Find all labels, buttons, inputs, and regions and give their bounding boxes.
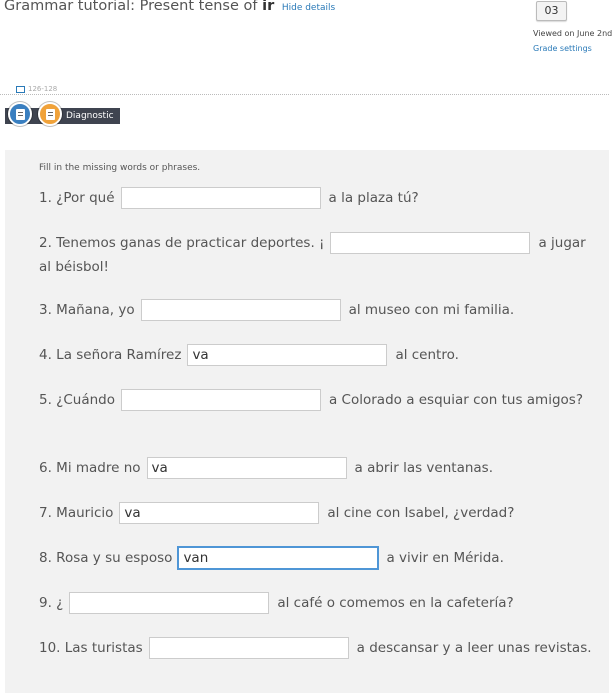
divider — [0, 94, 609, 95]
answer-input-5[interactable] — [121, 389, 321, 411]
diagnostic-tab-label[interactable]: Diagnostic — [66, 111, 114, 121]
question-text-before: 3. Mañana, yo — [39, 302, 135, 318]
document-icon — [16, 109, 25, 120]
question-text-after: a abrir las ventanas. — [354, 460, 493, 476]
question-text-before: 8. Rosa y su esposo — [39, 550, 173, 566]
book-icon — [16, 86, 25, 93]
grade-settings-link[interactable]: Grade settings — [533, 44, 592, 53]
due-time — [572, 0, 605, 1]
page-title — [4, 0, 335, 14]
question-text-before: 4. La señora Ramírez — [39, 347, 182, 363]
hide-details-link[interactable]: Hide details — [281, 3, 336, 13]
question-4 — [39, 343, 599, 367]
diagnostic-activity-button[interactable] — [38, 102, 62, 126]
question-text-after: al café o comemos en la cafetería? — [277, 595, 514, 611]
question-7 — [39, 501, 599, 525]
tutorial-activity-button[interactable] — [8, 102, 32, 126]
instructions: Fill in the missing words or phrases. — [39, 163, 201, 173]
question-text-before: 5. ¿Cuándo — [39, 392, 115, 408]
question-10 — [39, 636, 599, 660]
question-8 — [39, 546, 599, 570]
document-icon — [46, 109, 55, 120]
question-2 — [39, 231, 599, 279]
answer-input-7[interactable]: va — [119, 502, 319, 524]
calendar-date-badge: 03 — [536, 1, 567, 21]
answer-input-6[interactable]: va — [147, 457, 347, 479]
question-text-before: 10. Las turistas — [39, 640, 143, 656]
question-9 — [39, 591, 599, 615]
question-text-after: a Colorado a esquiar con tus amigos? — [328, 392, 583, 408]
page-reference[interactable] — [16, 85, 57, 93]
answer-input-10[interactable] — [149, 637, 349, 659]
question-text-after: al cine con Isabel, ¿verdad? — [327, 505, 515, 521]
question-text-before: 9. ¿ — [39, 595, 64, 611]
question-text-after: a jugar al béisbol! — [39, 235, 586, 275]
question-text-after: a vivir en Mérida. — [386, 550, 504, 566]
question-text-before: 1. ¿Por qué — [39, 190, 115, 206]
answer-input-4[interactable]: va — [187, 344, 387, 366]
page-range: 126-128 — [28, 85, 58, 93]
title-verb: ir — [262, 0, 275, 14]
question-text-after: al centro. — [395, 347, 459, 363]
question-5 — [39, 388, 599, 412]
viewed-status: Viewed on June 2nd — [533, 29, 613, 38]
question-3 — [39, 298, 599, 322]
question-text-after: a la plaza tú? — [328, 190, 419, 206]
answer-input-9[interactable] — [69, 592, 269, 614]
question-text-before: 6. Mi madre no — [39, 460, 141, 476]
answer-input-3[interactable] — [141, 299, 341, 321]
answer-input-8[interactable]: van — [178, 547, 378, 569]
answer-input-2[interactable] — [330, 232, 530, 254]
title-prefix: Grammar tutorial: Present tense of — [4, 0, 263, 14]
question-text-after: al museo con mi familia. — [348, 302, 515, 318]
question-text-after: a descansar y a leer unas revistas. — [356, 640, 592, 656]
question-6 — [39, 456, 599, 480]
question-1 — [39, 186, 599, 210]
question-text-before: 7. Mauricio — [39, 505, 114, 521]
answer-input-1[interactable] — [121, 187, 321, 209]
question-text-before: 2. Tenemos ganas de practicar deportes. ¡ — [39, 235, 325, 251]
